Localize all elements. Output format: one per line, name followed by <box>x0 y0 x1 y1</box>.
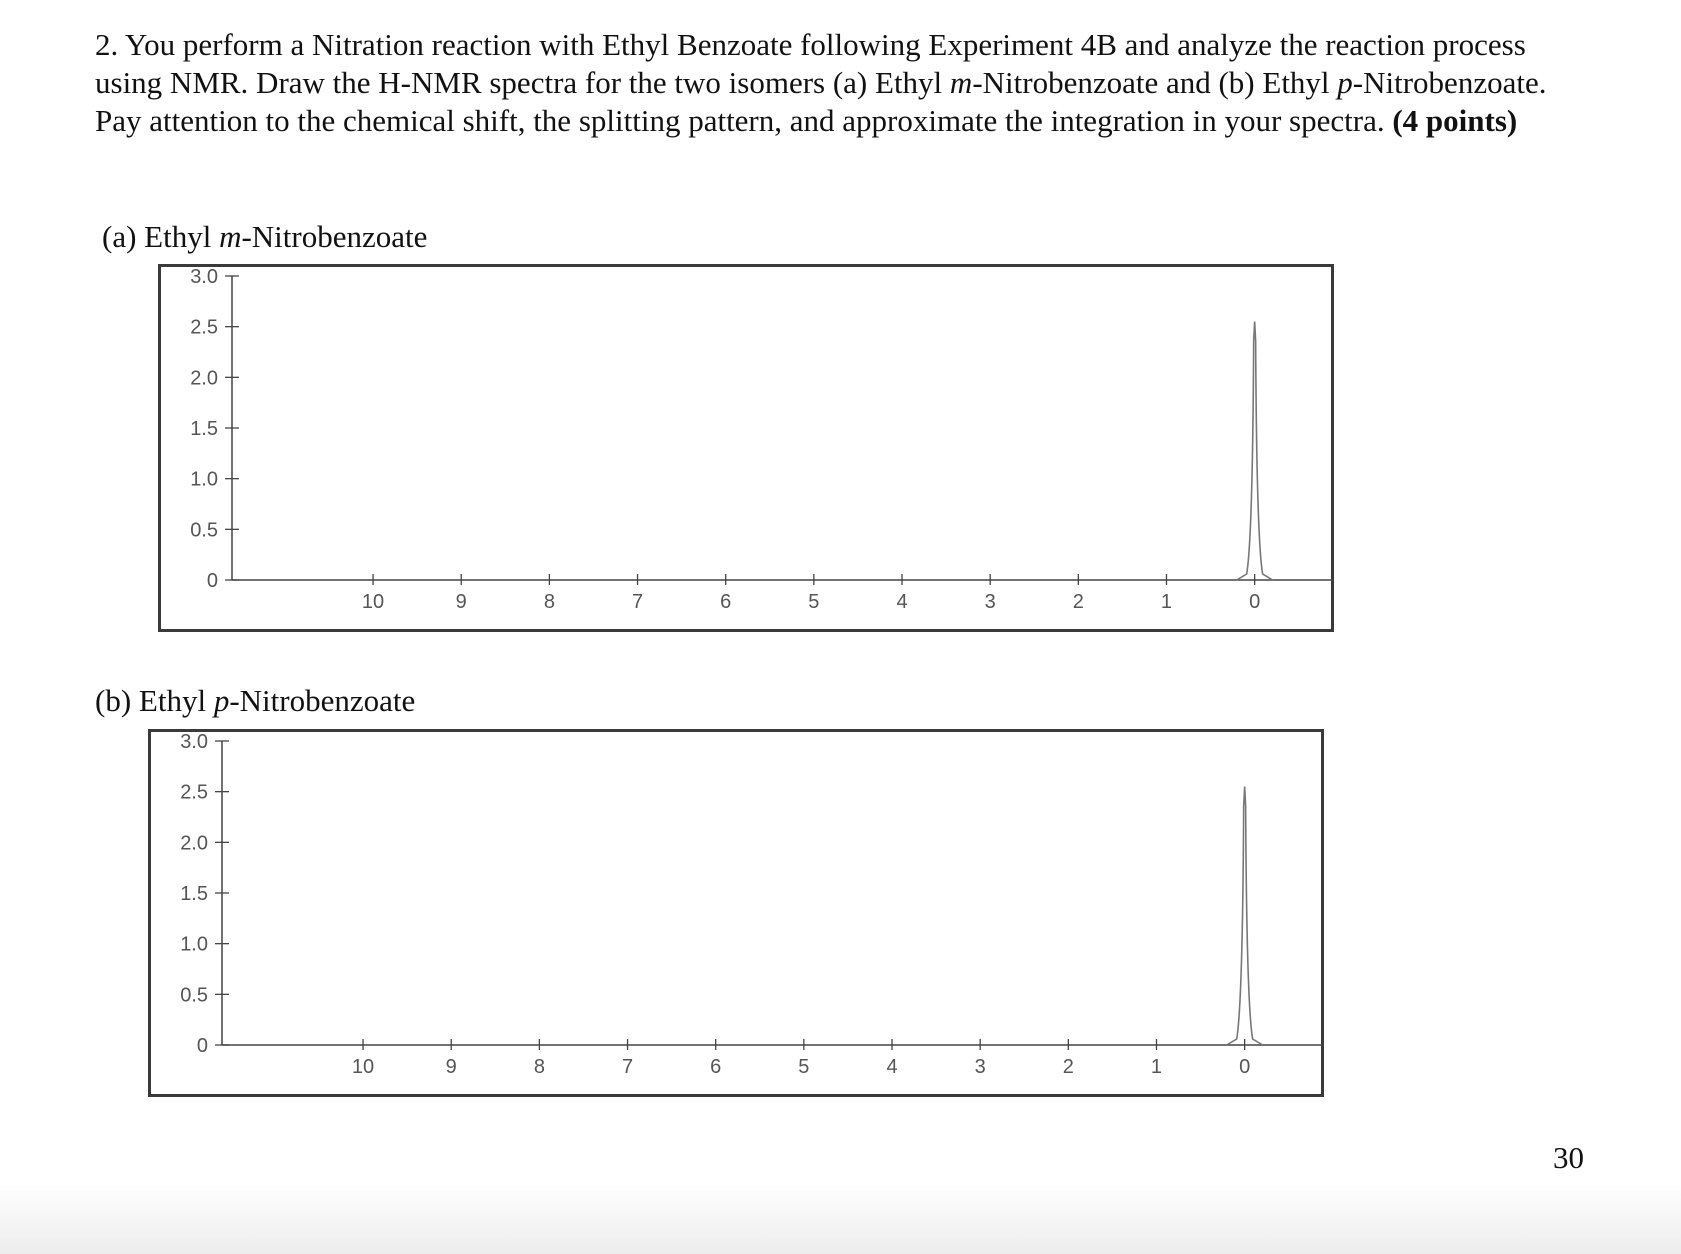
x-tick-label: 4 <box>886 1056 898 1078</box>
x-tick-label: 8 <box>533 1056 545 1078</box>
x-tick-label: 3 <box>974 1056 986 1078</box>
part-a-prefix: (a) Ethyl <box>102 219 220 254</box>
x-tick-label: 2 <box>1062 1056 1074 1078</box>
x-tick-label: 10 <box>361 591 385 613</box>
y-tick-label: 1.0 <box>180 933 208 956</box>
x-tick-label: 6 <box>720 591 732 613</box>
y-tick-label: 0.5 <box>190 519 218 542</box>
part-a-italic: m <box>219 219 242 254</box>
x-tick-label: 5 <box>808 591 820 613</box>
part-b-italic: p <box>213 683 230 718</box>
x-tick-label: 10 <box>351 1056 375 1078</box>
part-b-prefix: (b) Ethyl <box>95 683 214 718</box>
x-tick-label: 7 <box>631 591 644 613</box>
page-number: 30 <box>1553 1140 1584 1175</box>
question-body-1: You perform a Nitration reaction with Ethyl Benzoate following Experiment 4B and analyze the reaction process using NMR. Draw the H-NMR spectra for the two isomers (a) Ethyl <box>95 27 1526 100</box>
page-bottom-shade <box>0 1184 1681 1254</box>
x-tick-label: 9 <box>445 1056 457 1078</box>
plot-frame <box>150 731 1323 1096</box>
question-number: 2. <box>95 27 119 62</box>
y-tick-label: 2.5 <box>190 316 218 339</box>
part-b-label <box>95 682 415 720</box>
x-tick-label: 4 <box>896 591 908 613</box>
question-text <box>95 26 1595 140</box>
x-tick-label: 9 <box>455 591 467 613</box>
y-tick-label: 3.0 <box>190 266 218 288</box>
x-tick-label: 0 <box>1239 1056 1251 1078</box>
x-tick-label: 6 <box>710 1056 722 1078</box>
part-a-label <box>102 218 427 256</box>
y-tick-label: 3.0 <box>180 731 208 753</box>
nmr-spectrum-b <box>148 727 1328 1101</box>
y-tick-label: 0.5 <box>180 984 208 1007</box>
nmr-peak <box>1227 787 1263 1045</box>
x-tick-label: 1 <box>1160 591 1173 613</box>
x-tick-label: 8 <box>543 591 555 613</box>
question-points: (4 points) <box>1392 103 1518 138</box>
x-tick-label: 7 <box>621 1056 634 1078</box>
question-body-2: -Nitrobenzoate and (b) Ethyl <box>972 65 1338 100</box>
part-a-suffix: -Nitrobenzoate <box>241 219 428 254</box>
plot-frame <box>160 266 1333 631</box>
question-italic-p: p <box>1337 65 1353 100</box>
y-tick-label: 0 <box>196 1035 208 1057</box>
y-tick-label: 0 <box>206 570 218 592</box>
question-italic-m: m <box>949 65 973 100</box>
y-tick-label: 1.5 <box>190 418 218 440</box>
y-tick-label: 1.0 <box>190 468 218 491</box>
part-b-suffix: -Nitrobenzoate <box>229 683 416 718</box>
nmr-peak <box>1237 322 1273 580</box>
x-tick-label: 3 <box>984 591 996 613</box>
nmr-spectrum-a <box>158 262 1338 636</box>
question-body-3: -Nitrobenzoate. Pay attention to the chemical shift, the splitting pattern, and approximate the integration in your spectra. <box>95 65 1547 138</box>
y-tick-label: 2.0 <box>180 832 208 855</box>
x-tick-label: 1 <box>1150 1056 1163 1078</box>
y-tick-label: 2.0 <box>190 367 218 390</box>
x-tick-label: 0 <box>1249 591 1261 613</box>
y-tick-label: 1.5 <box>180 883 208 905</box>
y-tick-label: 2.5 <box>180 781 208 804</box>
x-tick-label: 5 <box>798 1056 810 1078</box>
x-tick-label: 2 <box>1072 591 1084 613</box>
